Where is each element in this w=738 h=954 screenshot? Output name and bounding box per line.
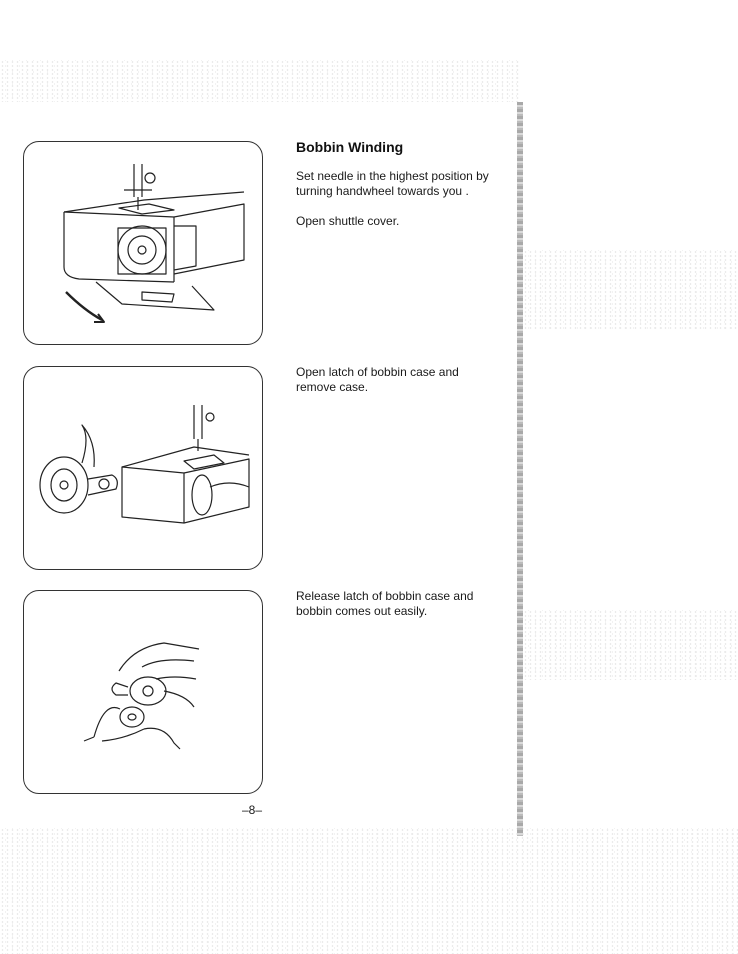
step-4-text: Release latch of bobbin case and bobbin comes out easily. [296, 589, 474, 618]
scan-noise-bottom [0, 828, 738, 954]
remove-bobbin-case-illustration [24, 367, 262, 569]
step-3-text: Open latch of bobbin case and remove case. [296, 365, 459, 394]
scan-noise-right-2 [523, 610, 738, 680]
section-title: Bobbin Winding [296, 139, 404, 155]
sewing-machine-open-shuttle-cover-illustration [24, 142, 262, 344]
illustration-frame-2 [23, 366, 263, 570]
illustration-frame-3 [23, 590, 263, 794]
step-2-text: Open shuttle cover. [296, 214, 400, 228]
step-1-text: Set needle in the highest position by turning handwheel towards you . [296, 169, 489, 198]
page-binding-edge [517, 102, 523, 836]
scan-noise-right-1 [523, 250, 738, 330]
illustration-frame-1 [23, 141, 263, 345]
scan-noise-top [0, 60, 520, 102]
page-number: –8– [242, 803, 263, 817]
bobbin-release-hands-illustration [24, 591, 262, 793]
